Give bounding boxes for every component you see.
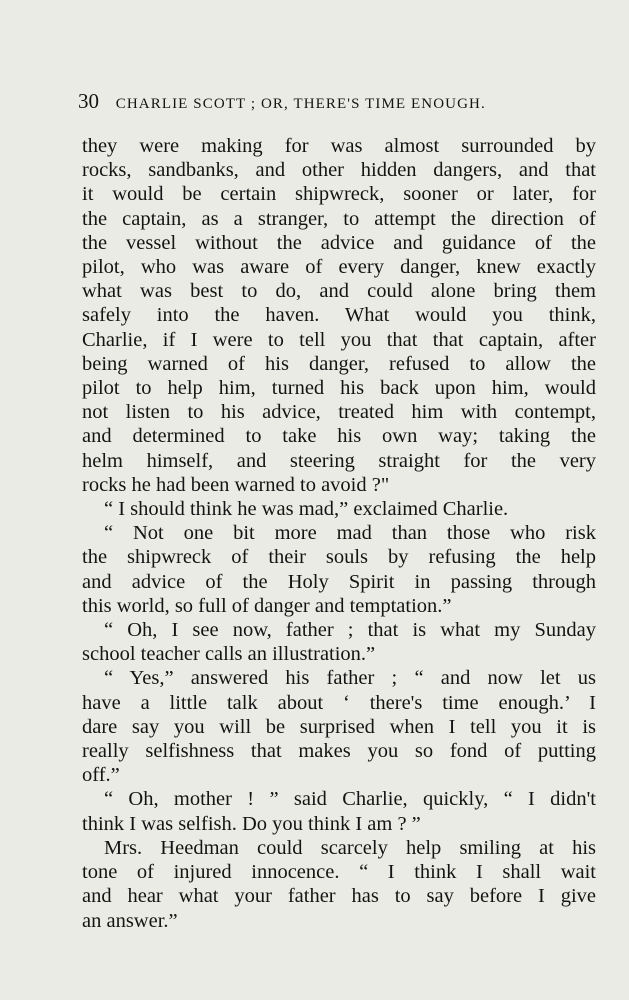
text-line: pilot to help him, turned his back upon him, would bbox=[82, 377, 596, 400]
running-head bbox=[78, 86, 558, 119]
text-line: Mrs. Heedman could scarcely help smiling at his bbox=[104, 836, 596, 859]
body-text bbox=[82, 134, 596, 933]
text-line: “ Oh, mother ! ” said Charlie, quickly, “ I didn't bbox=[104, 788, 596, 811]
text-line: “ I should think he was mad,” exclaimed Charlie. bbox=[104, 498, 509, 521]
running-title: CHARLIE SCOTT ; OR, THERE'S TIME ENOUGH. bbox=[115, 96, 486, 112]
text-line: they were making for was almost surrounded by bbox=[82, 135, 596, 157]
text-line: pilot, who was aware of every danger, knew exactly bbox=[82, 256, 596, 279]
text-line: “ Oh, I see now, father ; that is what my Sunday bbox=[104, 619, 596, 642]
text-line: being warned of his danger, refused to allow the bbox=[82, 352, 596, 375]
text-line: this world, so full of danger and temptation.” bbox=[82, 594, 452, 617]
text-line: helm himself, and steering straight for the very bbox=[82, 449, 596, 472]
text-line: not listen to his advice, treated him with contempt, bbox=[82, 401, 596, 424]
page-number: 30 bbox=[78, 89, 99, 113]
text-line: safely into the haven. What would you think, bbox=[82, 304, 596, 327]
text-line: what was best to do, and could alone bring them bbox=[82, 280, 596, 303]
text-line: “ Not one bit more mad than those who risk bbox=[104, 522, 596, 545]
text-line: and hear what your father has to say before I give bbox=[82, 885, 596, 908]
text-line: and advice of the Holy Spirit in passing through bbox=[82, 570, 596, 593]
text-line: Charlie, if I were to tell you that that captain, after bbox=[82, 328, 596, 351]
text-line: tone of injured innocence. “ I think I shall wait bbox=[82, 861, 596, 884]
text-line: have a little talk about ‘ there's time enough.’ I bbox=[82, 691, 596, 714]
text-line: rocks, sandbanks, and other hidden dangers, and that bbox=[82, 159, 596, 182]
text-line: the shipwreck of their souls by refusing the help bbox=[82, 546, 596, 569]
text-line: really selfishness that makes you so fond of putting bbox=[82, 740, 596, 763]
text-line: an answer.” bbox=[82, 909, 178, 932]
text-line: and determined to take his own way; taking the bbox=[82, 425, 596, 448]
text-line: “ Yes,” answered his father ; “ and now let us bbox=[104, 667, 596, 690]
text-line: off.” bbox=[82, 764, 120, 787]
text-line: dare say you will be surprised when I tell you it is bbox=[82, 715, 596, 738]
text-line: the vessel without the advice and guidance of the bbox=[82, 231, 596, 254]
text-line: rocks he had been warned to avoid ?" bbox=[82, 473, 390, 496]
text-line: school teacher calls an illustration.” bbox=[82, 643, 376, 666]
text-line: think I was selfish. Do you think I am ? ” bbox=[82, 812, 421, 835]
text-line: it would be certain shipwreck, sooner or later, for bbox=[82, 183, 596, 206]
text-line: the captain, as a stranger, to attempt the direction of bbox=[82, 207, 596, 230]
